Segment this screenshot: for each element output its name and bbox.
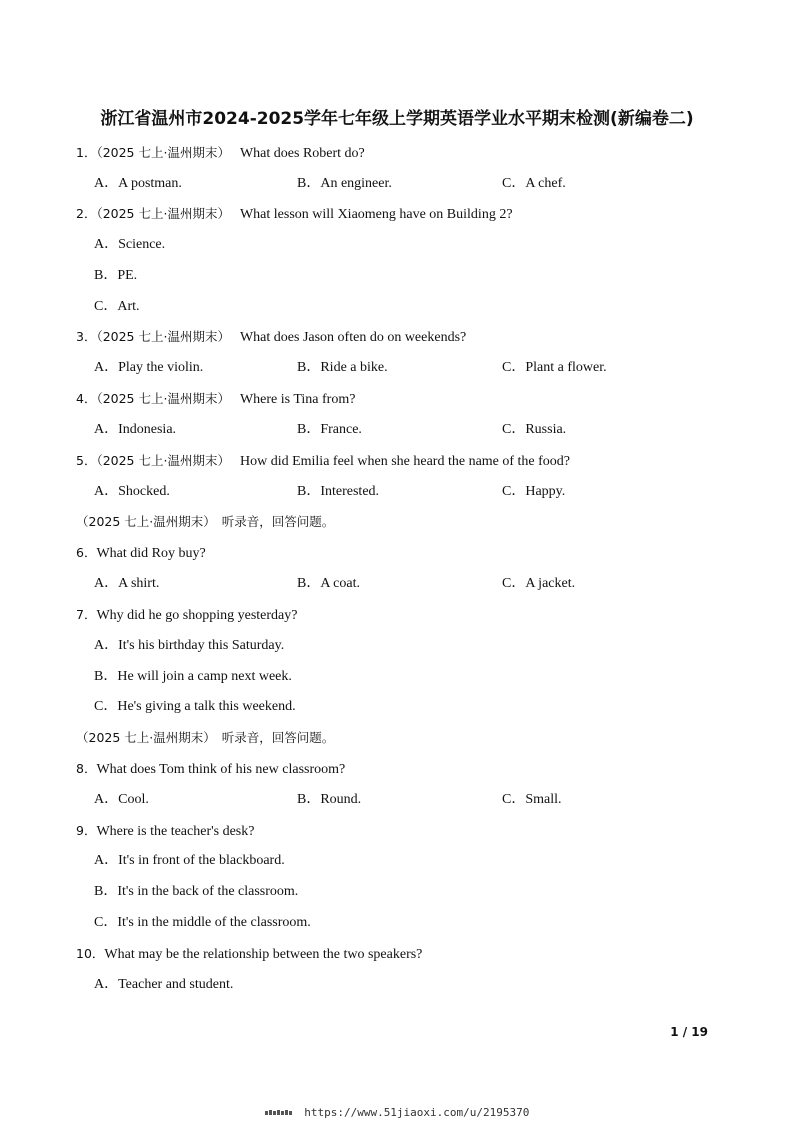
option-a: A．It's his birthday this Saturday. [94, 638, 285, 653]
option-a: A．Cool. [94, 792, 149, 807]
question-text: How did Emilia feel when she heard the name of the food? [239, 454, 571, 469]
option-b: B．He will join a camp next week. [94, 669, 292, 684]
question-5 [76, 451, 570, 471]
footer-watermark [0, 1106, 794, 1119]
question-text: What does Robert do? [239, 146, 365, 161]
question-3 [76, 327, 466, 347]
question-10 [76, 944, 422, 964]
listening-instruction [76, 512, 334, 532]
source-tag: （2025 七上·温州期末） [76, 730, 216, 745]
source-tag: （2025 七上·温州期末） [76, 514, 216, 529]
option-a: A．Science. [94, 237, 166, 252]
footer-link[interactable]: https://www.51jiaoxi.com/u/2195370 [304, 1106, 530, 1119]
option-c: C．Plant a flower. [502, 360, 607, 375]
option-c: C．Art. [94, 299, 140, 314]
question-text: What does Jason often do on weekends? [239, 330, 467, 345]
option-a: A．Play the violin. [94, 360, 204, 375]
option-c: C．Happy. [502, 484, 566, 499]
source-tag: （2025 七上·温州期末） [96, 329, 230, 344]
question-text: What lesson will Xiaomeng have on Building 2? [239, 207, 513, 222]
option-c: C．He's giving a talk this weekend. [94, 699, 296, 714]
question-number: 6． [76, 545, 97, 560]
question-6 [76, 543, 206, 563]
question-text: Where is the teacher's desk? [96, 824, 255, 839]
page-number: 1 / 19 [670, 1025, 708, 1039]
question-text: What does Tom think of his new classroom? [96, 762, 346, 777]
listening-instruction [76, 728, 334, 748]
question-number: 2． [76, 206, 97, 221]
page-title: 浙江省温州市2024-2025学年七年级上学期英语学业水平期末检测(新编卷二) [100, 109, 694, 129]
option-b: B．Round. [297, 792, 362, 807]
option-a: A．Indonesia. [94, 422, 177, 437]
option-c: C．Small. [502, 792, 562, 807]
question-number: 10． [76, 946, 105, 961]
question-9 [76, 821, 254, 841]
question-number: 9． [76, 823, 97, 838]
option-c: C．Russia. [502, 422, 567, 437]
source-tag: （2025 七上·温州期末） [96, 391, 230, 406]
source-tag: （2025 七上·温州期末） [96, 453, 230, 468]
question-number: 4． [76, 391, 97, 406]
option-c: C．A chef. [502, 176, 566, 191]
question-number: 5． [76, 453, 97, 468]
watermark-logo-icon [265, 1106, 301, 1119]
question-4 [76, 389, 355, 409]
question-2 [76, 204, 513, 224]
question-number: 1． [76, 145, 97, 160]
option-a: A．It's in front of the blackboard. [94, 853, 285, 868]
option-c: C．A jacket. [502, 576, 576, 591]
question-7 [76, 605, 297, 625]
source-tag: （2025 七上·温州期末） [96, 206, 230, 221]
option-a: A．Teacher and student. [94, 977, 234, 992]
option-c: C．It's in the middle of the classroom. [94, 915, 311, 930]
option-a: A．A shirt. [94, 576, 160, 591]
option-b: B．It's in the back of the classroom. [94, 884, 299, 899]
question-1 [76, 143, 365, 163]
option-b: B．Ride a bike. [297, 360, 388, 375]
source-tag: （2025 七上·温州期末） [96, 145, 230, 160]
instruction-text: 听录音，回答问题。 [221, 730, 335, 745]
option-b: B．France. [297, 422, 362, 437]
question-text: What did Roy buy? [96, 546, 206, 561]
question-8 [76, 759, 345, 779]
option-a: A．Shocked. [94, 484, 170, 499]
option-a: A．A postman. [94, 176, 182, 191]
question-number: 8． [76, 761, 97, 776]
option-b: B．PE. [94, 268, 138, 283]
question-number: 3． [76, 329, 97, 344]
question-text: Why did he go shopping yesterday? [96, 608, 298, 623]
question-text: Where is Tina from? [239, 392, 356, 407]
question-number: 7． [76, 607, 97, 622]
option-b: B．An engineer. [297, 176, 392, 191]
question-text: What may be the relationship between the two speakers? [104, 947, 423, 962]
option-b: B．A coat. [297, 576, 360, 591]
instruction-text: 听录音，回答问题。 [221, 514, 335, 529]
option-b: B．Interested. [297, 484, 380, 499]
